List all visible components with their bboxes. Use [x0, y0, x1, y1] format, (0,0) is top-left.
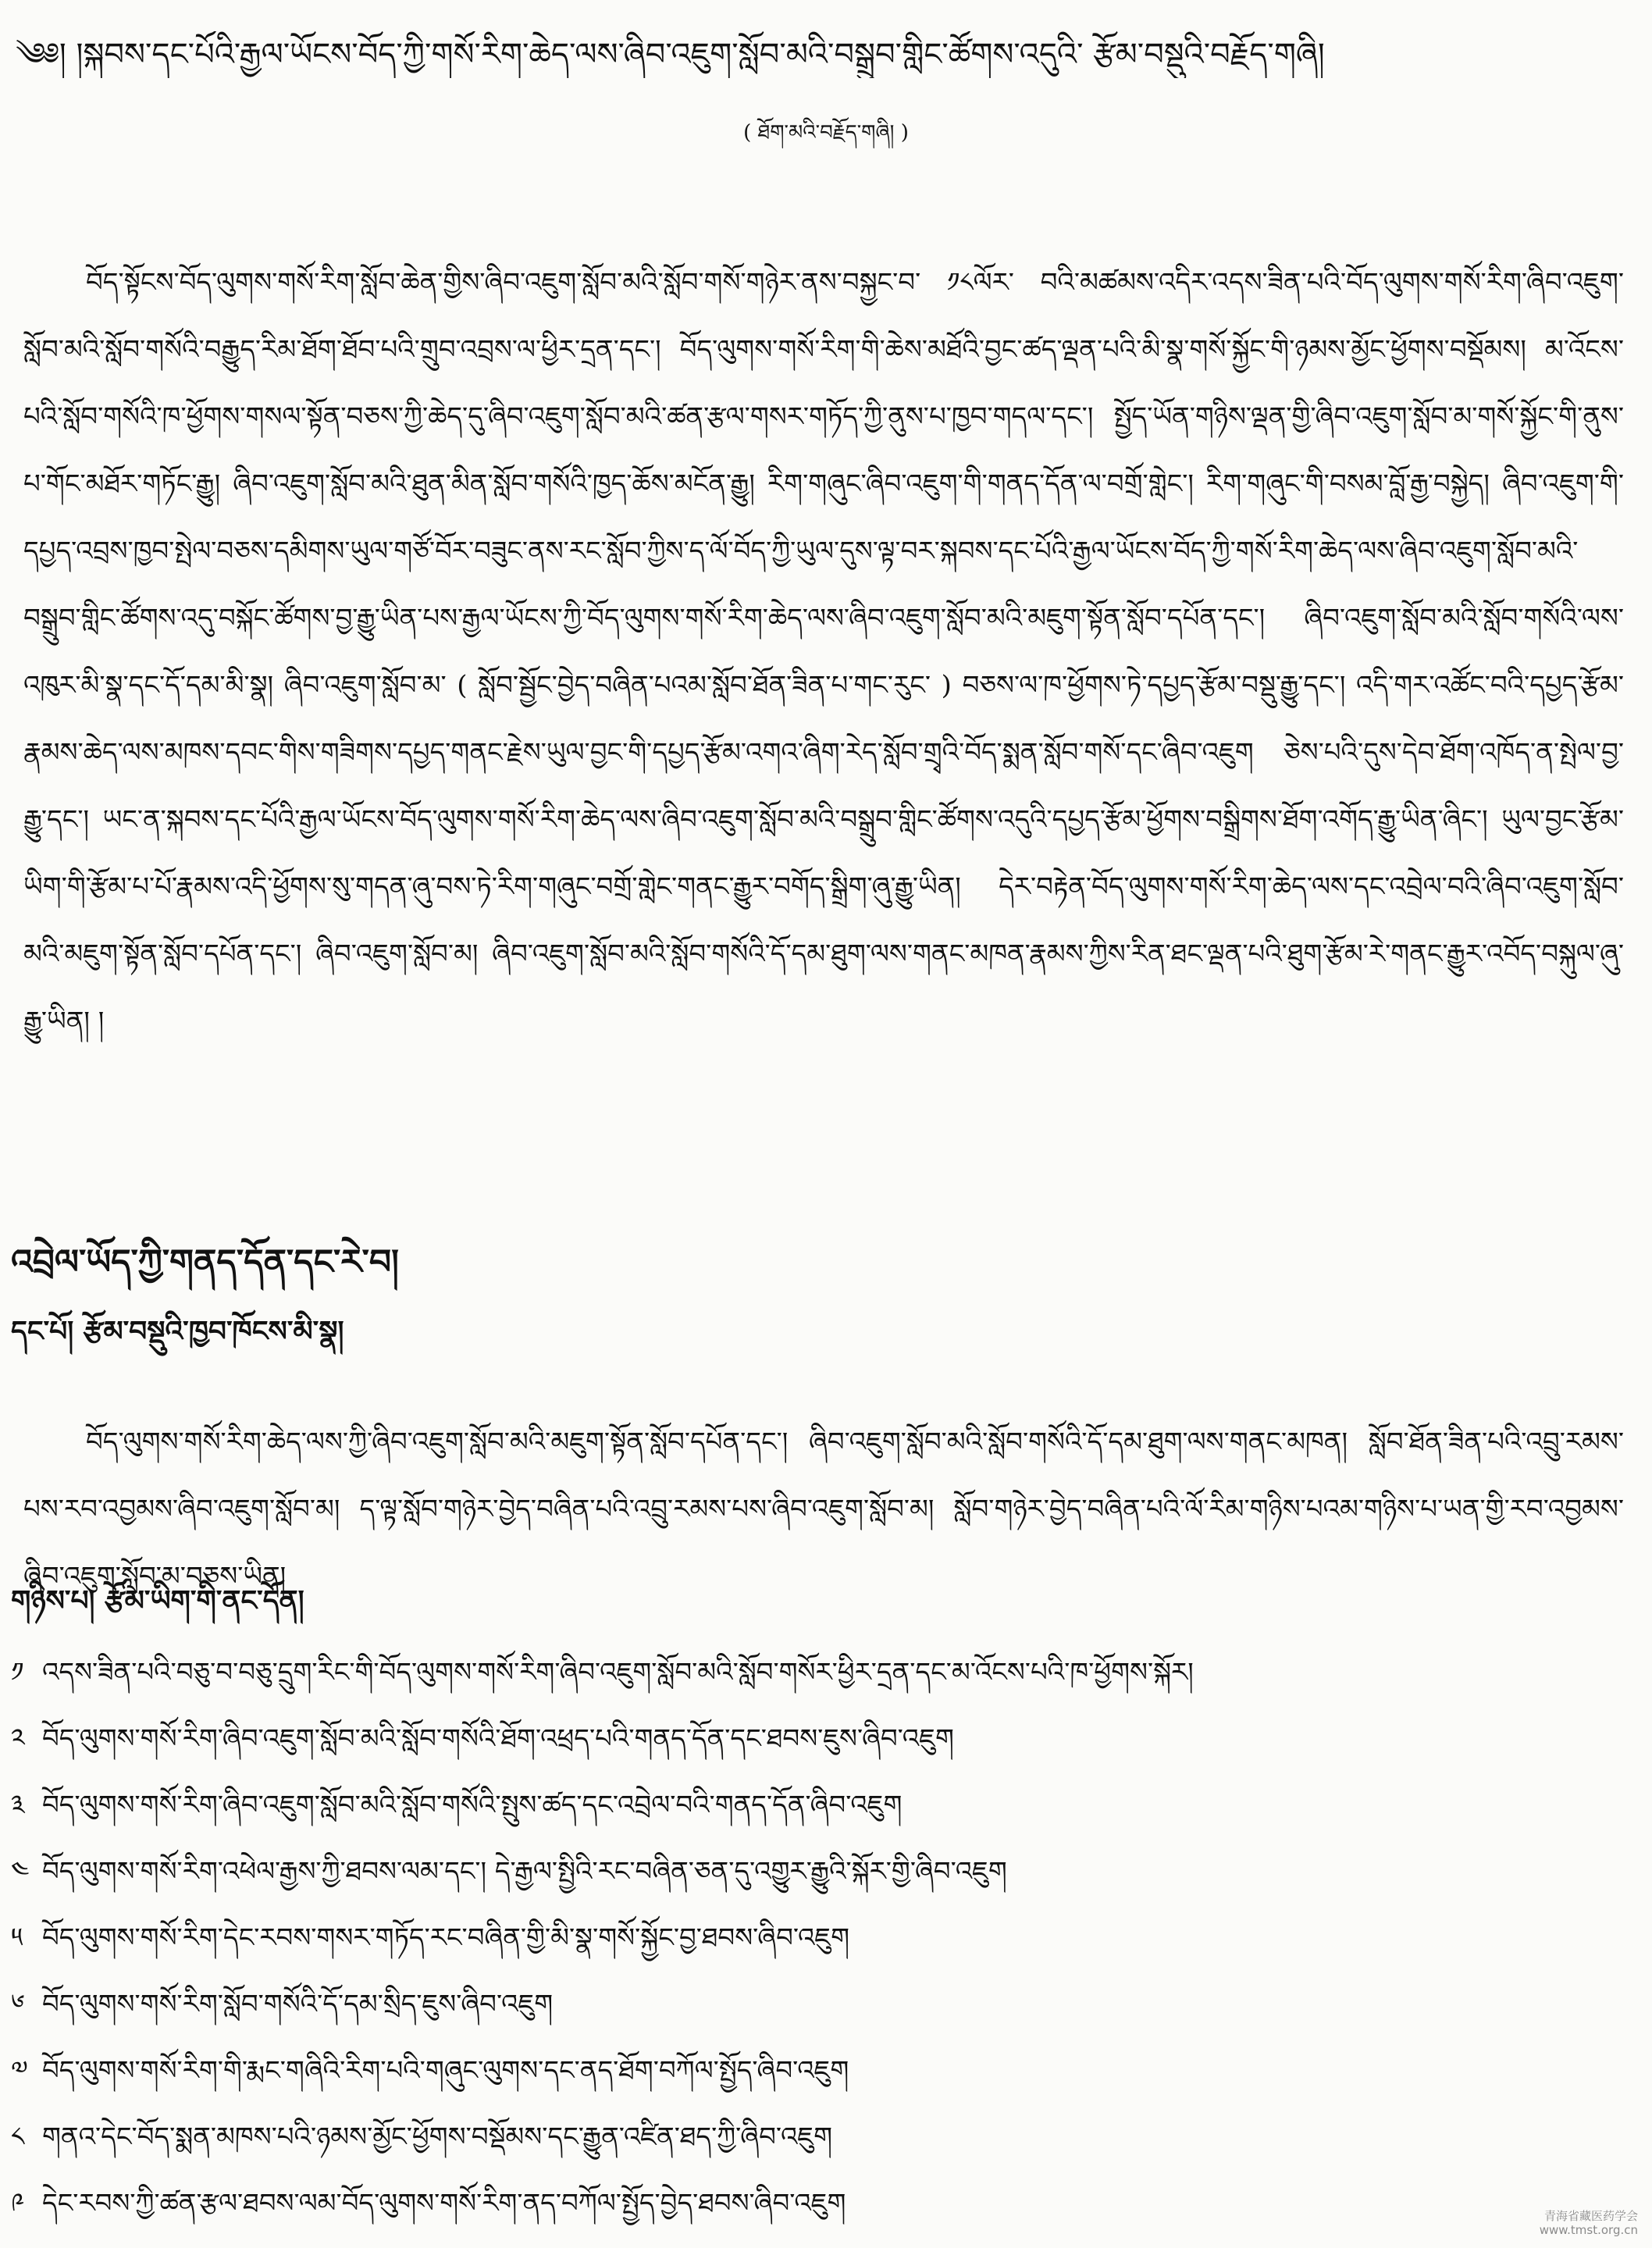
item-text: བོད་ལུགས་གསོ་རིག་སློབ་གསོའི་དོ་དམ་སྲིད་ཇུས་ཞིབ་འཇུག: [42, 1989, 554, 2020]
item-number: ༧: [11, 2055, 28, 2086]
topic-list: [11, 1640, 1635, 2237]
list-item: [11, 1839, 1635, 1905]
item-text: བོད་ལུགས་གསོ་རིག་ཞིབ་འཇུག་སློབ་མའི་སློབ་གསོའི་ཐོག་འཕྲད་པའི་གནད་དོན་དང་ཐབས་ཇུས་ཞིབ་འཇུག: [42, 1723, 954, 1755]
document-subtitle: ( ཐོག་མའི་བརྗོད་གཞི། ): [743, 121, 909, 144]
item-text: བོད་ལུགས་གསོ་རིག་འཕེལ་རྒྱས་ཀྱི་ཐབས་ལམ་དང་། དེ་རྒྱལ་སྤྱིའི་རང་བཞིན་ཅན་དུ་འགྱུར་རྒྱུའི་སྐོར་གྱི་ཞིབ་འཇུག: [42, 1856, 1007, 1887]
watermark-url: www.tmst.org.cn: [1539, 2223, 1638, 2237]
sub-heading-topics: གཉིས་པ། རྩོམ་ཡིག་གི་ནང་དོན།: [11, 1584, 304, 1617]
intro-paragraph: བོད་སྟོངས་བོད་ལུགས་གསོ་རིག་སློབ་ཆེན་གྱིས་ཞིབ་འཇུག་སློབ་མའི་སློབ་གསོ་གཉེར་ནས་བསྐྱང་བ་ ༡༨ལོར་ བའི་མཚམས་འདིར་འདས་ཟིན་པའི་བོད་ལུགས་གསོ་རིག་ཞིབ་འཇུག་སློབ་མའི་སློབ་གསོའི་བརྒྱུད་རིམ་ཐོག་ཐོབ་པའི་གྲུབ་འབྲས་ལ་ཕྱིར་དྲན་དང་། བོད་ལུགས་གསོ་རིག་གི་ཆེས་མཐོའི་བྱང་ཚད་ལྡན་པའི་མི་སྣ་གསོ་སྐྱོང་གི་ཉམས་མྱོང་ཕྱོགས་བསྡོམས། མ་འོངས་པའི་སློབ་གསོའི་ཁ་ཕྱོགས་གསལ་སྟོན་བཅས་ཀྱི་ཆེད་དུ་ཞིབ་འཇུག་སློབ་མའི་ཚན་རྩལ་གསར་གཏོད་ཀྱི་ནུས་པ་ཁྱབ་གདལ་དང་། སྤྱོད་ཡོན་གཉིས་ལྡན་གྱི་ཞིབ་འཇུག་སློབ་མ་གསོ་སྐྱོང་གི་ནུས་པ་གོང་མཐོར་གཏོང་རྒྱུ། ཞིབ་འཇུག་སློབ་མའི་ཐུན་མིན་སློབ་གསོའི་ཁྱད་ཆོས་མངོན་རྒྱུ། རིག་གཞུང་ཞིབ་འཇུག་གི་གནད་དོན་ལ་བགྲོ་གླེང་། རིག་གཞུང་གི་བསམ་བློ་རྒྱ་བསྐྱེད། ཞིབ་འཇུག་གི་དཔྱད་འབྲས་ཁྱབ་སྤེལ་བཅས་དམིགས་ཡུལ་གཙོ་བོར་བཟུང་ནས་རང་སློབ་ཀྱིས་ད་ལོ་བོད་ཀྱི་ཡུལ་དུས་ལྟ་བར་སྐབས་དང་པོའི་རྒྱལ་ཡོངས་བོད་ཀྱི་གསོ་རིག་ཆེད་ལས་ཞིབ་འཇུག་སློབ་མའི་བསྒྲུབ་གླིང་ཚོགས་འདུ་བསྐོང་ཚོགས་བྱ་རྒྱུ་ཡིན་པས་རྒྱལ་ཡོངས་ཀྱི་བོད་ལུགས་གསོ་རིག་ཆེད་ལས་ཞིབ་འཇུག་སློབ་མའི་མཇུག་སྟོན་སློབ་དཔོན་དང་། ཞིབ་འཇུག་སློབ་མའི་སློབ་གསོའི་ལས་འཁུར་མི་སྣ་དང་དོ་དམ་མི་སྣ། ཞིབ་འཇུག་སློབ་མ་ ( སློབ་སྦྱོང་བྱེད་བཞིན་པའམ་སློབ་ཐོན་ཟིན་པ་གང་རུང་ ) བཅས་ལ་ཁ་ཕྱོགས་ཏེ་དཔྱད་རྩོམ་བསྡུ་རྒྱུ་དང་། འདི་གར་འཚོང་བའི་དཔྱད་རྩོམ་རྣམས་ཆེད་ལས་མཁས་དབང་གིས་གཟིགས་དཔྱད་གནང་རྗེས་ཡུལ་བྱང་གི་དཔྱད་རྩོམ་འགའ་ཞིག་རེད་སློབ་གྲྭའི་བོད་སྨན་སློབ་གསོ་དང་ཞིབ་འཇུག ཅེས་པའི་དུས་དེབ་ཐོག་འཁོད་ན་སྤེལ་བྱ་རྒྱུ་དང་། ཡང་ན་སྐབས་དང་པོའི་རྒྱལ་ཡོངས་བོད་ལུགས་གསོ་རིག་ཆེད་ལས་ཞིབ་འཇུག་སློབ་མའི་བསྒྲུབ་གླིང་ཚོགས་འདུའི་དཔྱད་རྩོམ་ཕྱོགས་བསྒྲིགས་ཐོག་འགོད་རྒྱུ་ཡིན་ཞིང་། ཡུལ་བྱང་རྩོམ་ཡིག་གི་རྩོམ་པ་པོ་རྣམས་འདི་ཕྱོགས་སུ་གདན་ཞུ་བས་ཏེ་རིག་གཞུང་བགྲོ་གླེང་གནང་རྒྱུར་བགོད་སྒྲིག་ཞུ་རྒྱུ་ཡིན། དེར་བརྟེན་བོད་ལུགས་གསོ་རིག་ཆེད་ལས་དང་འབྲེལ་བའི་ཞིབ་འཇུག་སློབ་མའི་མཇུག་སྟོན་སློབ་དཔོན་དང་། ཞིབ་འཇུག་སློབ་མ། ཞིབ་འཇུག་སློབ་མའི་སློབ་གསོའི་དོ་དམ་ཐུག་ལས་གནང་མཁན་རྣམས་ཀྱིས་རིན་ཐང་ལྡན་པའི་ཐུག་རྩོམ་རེ་གནང་རྒྱུར་འབོད་བསྐུལ་ཞུ་རྒྱུ་ཡིན། །: [23, 267, 1624, 1037]
item-text: དེང་རབས་ཀྱི་ཚན་རྩལ་ཐབས་ལམ་བོད་ལུགས་གསོ་རིག་ནད་བཀོལ་སྤྱོད་བྱེད་ཐབས་ཞིབ་འཇུག: [42, 2188, 846, 2219]
item-text: བོད་ལུགས་གསོ་རིག་ཞིབ་འཇུག་སློབ་མའི་སློབ་གསོའི་སྤུས་ཚད་དང་འབྲེལ་བའི་གནད་དོན་ཞིབ་འཇུག: [42, 1790, 903, 1821]
site-watermark: [1540, 2209, 1638, 2237]
item-text: བོད་ལུགས་གསོ་རིག་དེང་རབས་གསར་གཏོད་རང་བཞིན་གྱི་མི་སྣ་གསོ་སྐྱོང་བྱ་ཐབས་ཞིབ་འཇུག: [42, 1922, 850, 1954]
item-text: གནའ་དེང་བོད་སྨན་མཁས་པའི་ཉམས་མྱོང་ཕྱོགས་བསྡོམས་དང་རྒྱུན་འཛིན་ཐད་ཀྱི་ཞིབ་འཇུག: [42, 2122, 833, 2153]
list-item: [11, 2104, 1635, 2171]
item-number: ༦: [11, 1989, 25, 2020]
eligibility-paragraph: བོད་ལུགས་གསོ་རིག་ཆེད་ལས་ཀྱི་ཞིབ་འཇུག་སློབ་མའི་མཇུག་སྟོན་སློབ་དཔོན་དང་། ཞིབ་འཇུག་སློབ་མའི་སློབ་གསོའི་དོ་དམ་ཐུག་ལས་གནང་མཁན། སློབ་ཐོན་ཟིན་པའི་འབྲུ་རམས་པས་རབ་འབྱམས་ཞིབ་འཇུག་སློབ་མ། ད་ལྟ་སློབ་གཉེར་བྱེད་བཞིན་པའི་འབྲུ་རམས་པས་ཞིབ་འཇུག་སློབ་མ། སློབ་གཉེར་བྱེད་བཞིན་པའི་ལོ་རིམ་གཉིས་པའམ་གཉིས་པ་ཡན་གྱི་རབ་འབྱམས་ཞིབ་འཇུག་སློབ་མ་བཅས་ཡིན།: [23, 1427, 1624, 1592]
item-number: ༡: [11, 1657, 24, 1688]
item-number: ༣: [11, 1790, 25, 1821]
list-item: [11, 2038, 1635, 2104]
list-item: [11, 1905, 1635, 1972]
item-number: ༥: [11, 1922, 23, 1954]
watermark-org-name: 青海省藏医药学会: [1543, 2209, 1638, 2223]
list-item: [11, 1972, 1635, 2038]
list-item: [11, 2171, 1635, 2237]
item-text: བོད་ལུགས་གསོ་རིག་གི་རྨང་གཞིའི་རིག་པའི་གཞུང་ལུགས་དང་ནད་ཐོག་བཀོལ་སྤྱོད་ཞིབ་འཇུག: [42, 2055, 849, 2086]
section-heading: འབྲེལ་ཡོད་ཀྱི་གནད་དོན་དང་རེ་བ།: [11, 1242, 399, 1282]
item-number: ༢: [11, 1723, 25, 1755]
item-number: ༨: [11, 2122, 25, 2153]
sub-heading-eligibility: དང་པོ། རྩོམ་བསྡུའི་ཁྱབ་ཁོངས་མི་སྣ།: [11, 1315, 344, 1348]
item-number: ༤: [11, 1856, 30, 1887]
list-item: [11, 1706, 1635, 1772]
document-title: ༄༅། །སྐབས་དང་པོའི་རྒྱལ་ཡོངས་བོད་ཀྱི་གསོ་རིག་ཆེད་ལས་ཞིབ་འཇུག་སློབ་མའི་བསྒྲུབ་གླིང་ཚོགས་འདུའི་ རྩོམ་བསྡུའི་བརྗོད་གཞི།: [16, 37, 1325, 73]
list-item: [11, 1772, 1635, 1839]
item-text: འདས་ཟིན་པའི་བཅུ་བ་བཅུ་དྲུག་རིང་གི་བོད་ལུགས་གསོ་རིག་ཞིབ་འཇུག་སློབ་མའི་སློབ་གསོར་ཕྱིར་དྲན་དང་མ་འོངས་པའི་ཁ་ཕྱོགས་སྐོར།: [42, 1657, 1194, 1688]
list-item: [11, 1640, 1635, 1706]
item-number: ༩: [11, 2188, 25, 2219]
